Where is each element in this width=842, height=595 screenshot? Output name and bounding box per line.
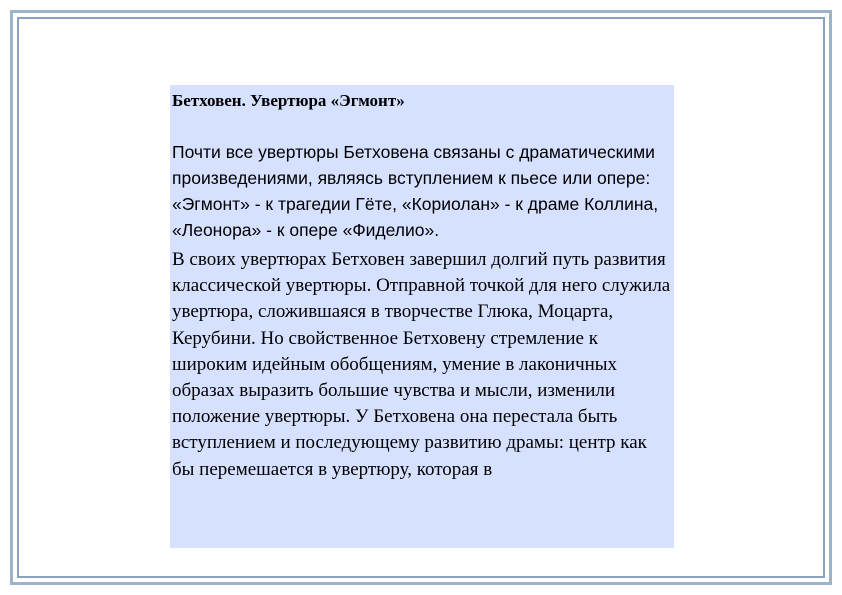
paragraph-development: В своих увертюрах Бетховен завершил долгий путь развития классической увертюры. Отправной точкой для него служила увертюра, сложившаяся в творчестве Глюка, Моцарта, Керубини. Но свойственное Бетховену стремление к широким идейным обобщениям, умение в лаконичных образах выразить большие чувства и мысли, изменили положение увертюры. У Бетховена она перестала быть вступлением и последующему развитию драмы: центр как бы перемешается в увертюру, которая в bbox=[172, 249, 671, 480]
text-box bbox=[170, 85, 674, 548]
paragraph-intro: Почти все увертюры Бетховена связаны с драматическими произведениями, являясь вступлением к пьесе или опере: «Эгмонт» - к трагедии Гёте, «Кориолан» - к драме Коллина, «Леонора» - к опере «Фиделио». bbox=[172, 142, 659, 240]
document-title: Бетховен. Увертюра «Эгмонт» bbox=[172, 91, 405, 110]
